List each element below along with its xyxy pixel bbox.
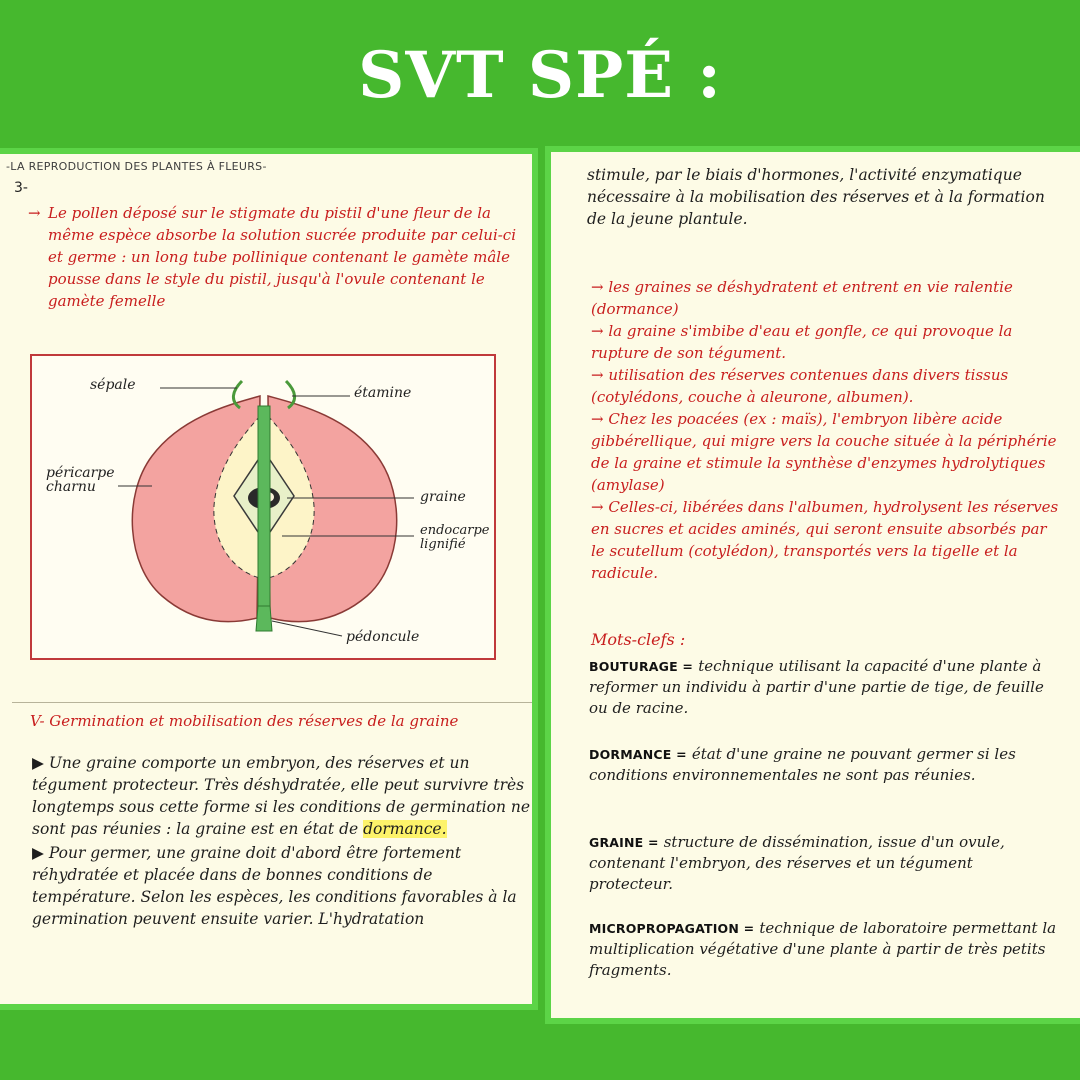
label-pedoncule: pédoncule xyxy=(346,629,420,645)
peduncle xyxy=(256,606,272,631)
section-label: -LA REPRODUCTION DES PLANTES À FLEURS- xyxy=(6,160,267,173)
label-graine: graine xyxy=(420,489,466,505)
keyword-term: MICROPROPAGATION = xyxy=(589,921,755,936)
arrow-icon: → xyxy=(28,204,41,222)
left-page xyxy=(0,148,538,1010)
label-sepale: sépale xyxy=(90,377,136,393)
list-item: → utilisation des réserves contenues dans divers tissus (cotylédons, couche à aleurone, albumen). xyxy=(591,366,1009,406)
germination-body xyxy=(32,752,532,930)
label-etamine: étamine xyxy=(354,385,412,401)
dormance-highlight: dormance. xyxy=(363,820,447,838)
pollen-paragraph xyxy=(28,202,518,312)
keyword-micropropagation xyxy=(589,918,1059,981)
rehydration-paragraph: ▶ Pour germer, une graine doit d'abord être fortement réhydratée et placée dans de bonnes conditions de température. Selon les espèces, les conditions favorables à la germination peuvent ensuite varier. L'hydratation xyxy=(32,844,517,928)
fruit-diagram xyxy=(30,354,496,660)
keyword-term: BOUTURAGE = xyxy=(589,659,694,674)
list-item: → Celles-ci, libérées dans l'albumen, hydrolysent les réserves en sucres et acides aminés, qui seront ensuite absorbés par le scutellum (cotylédon), transportés vers la tigelle et la radicule. xyxy=(591,498,1059,582)
continuation-text: stimule, par le biais d'hormones, l'activité enzymatique nécessaire à la mobilisation des réserves et à la formation de la jeune plantule. xyxy=(587,166,1045,228)
list-item: → les graines se déshydratent et entrent en vie ralentie (dormance) xyxy=(591,278,1013,318)
section-v-heading: V- Germination et mobilisation des réserves de la graine xyxy=(30,712,459,730)
label-endocarpe: endocarpe lignifié xyxy=(420,523,490,552)
divider xyxy=(12,702,532,703)
list-item: → Chez les poacées (ex : maïs), l'embryon libère acide gibbérellique, qui migre vers la couche située à la périphérie de la graine et stimule la synthèse d'enzymes hydrolytiques (amylase) xyxy=(591,410,1057,494)
keyword-graine xyxy=(589,832,1059,895)
label-pericarpe: péricarpe charnu xyxy=(46,465,115,495)
keyword-bouturage xyxy=(589,656,1059,719)
point-number: 3- xyxy=(14,180,28,196)
keyword-term: GRAINE = xyxy=(589,835,659,850)
page-title: SVT SPÉ : xyxy=(358,38,722,113)
pollen-text: Le pollen déposé sur le stigmate du pistil d'une fleur de la même espèce absorbe la solution sucrée produite par celui-ci et germe : un long tube pollinique contenant le gamète mâle pousse dans le style du pistil, jusqu'à l'ovule contenant le gamète femelle xyxy=(48,204,517,310)
keyword-definition: technique de laboratoire permettant la multiplication végétative d'une plante à partir de très petits fragments. xyxy=(589,919,1057,979)
keyword-dormance xyxy=(589,744,1059,786)
keyword-term: DORMANCE = xyxy=(589,747,687,762)
list-item: → la graine s'imbibe d'eau et gonfle, ce qui provoque la rupture de son tégument. xyxy=(591,322,1013,362)
keyword-definition: état d'une graine ne pouvant germer si les conditions environnementales ne sont pas réunies. xyxy=(589,745,1016,784)
right-page xyxy=(545,146,1080,1024)
fruit-illustration xyxy=(32,356,494,658)
dormancy-paragraph: ▶ Une graine comporte un embryon, des réserves et un tégument protecteur. Très déshydratée, elle peut survivre très longtemps sous cette forme si les conditions de germination ne sont pas réunies : la graine est en état de xyxy=(32,754,531,838)
germination-steps xyxy=(591,276,1059,584)
keyword-definition: technique utilisant la capacité d'une plante à reformer un individu à partir d'une partie de tige, de feuille ou de racine. xyxy=(589,657,1044,717)
stem xyxy=(258,406,270,616)
keywords-title: Mots-clefs : xyxy=(591,630,686,649)
keyword-definition: structure de dissémination, issue d'un ovule, contenant l'embryon, des réserves et un tégument protecteur. xyxy=(589,833,1005,893)
